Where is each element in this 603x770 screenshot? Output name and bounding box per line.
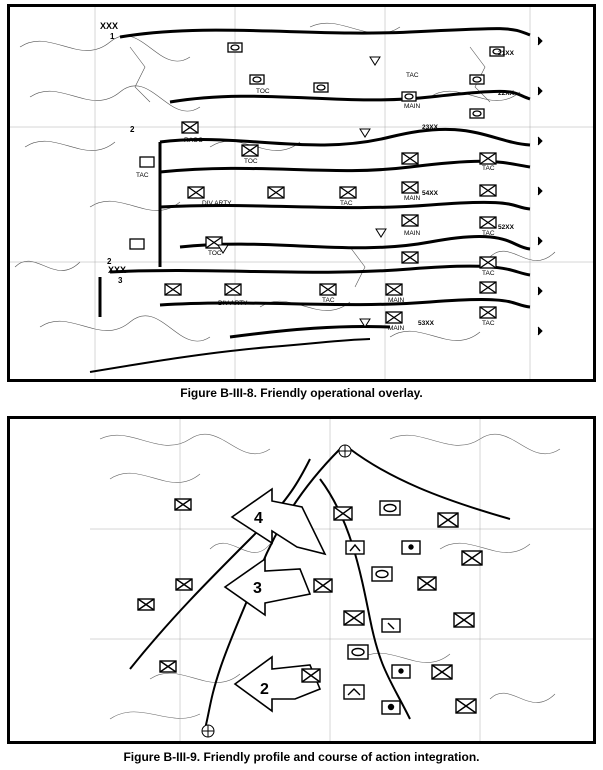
- boundary-number-4: 2: [130, 125, 135, 134]
- unit-symbol: [402, 92, 416, 101]
- unit-symbol: [175, 499, 191, 510]
- unit-symbol: [140, 157, 154, 167]
- unit-designation: 21XX: [498, 50, 514, 57]
- unit-symbol: [480, 153, 496, 164]
- unit-label: MAIN: [388, 297, 405, 304]
- unit-symbol: [470, 75, 484, 84]
- operational-overlay-figure: [7, 4, 596, 382]
- unit-symbol: [188, 187, 204, 198]
- unit-label: TAC: [406, 72, 419, 79]
- unit-symbol: [480, 217, 496, 228]
- unit-symbol: [372, 567, 392, 581]
- unit-symbol: [138, 599, 154, 610]
- operational-overlay-map: [10, 7, 593, 379]
- arrow-label-2: 2: [260, 681, 269, 698]
- unit-symbol: [382, 619, 400, 632]
- unit-label: TOC: [256, 88, 270, 95]
- unit-symbol: [380, 501, 400, 515]
- unit-symbol: [346, 541, 364, 554]
- map-grid: [90, 419, 593, 741]
- unit-designation: 54XX: [422, 190, 438, 197]
- unit-label: TAC: [482, 165, 495, 172]
- unit-symbols: [130, 43, 504, 323]
- unit-label: MAIN: [404, 230, 421, 237]
- unit-symbol: [334, 507, 352, 520]
- unit-label: TAC: [322, 297, 335, 304]
- unit-designation: 52XX: [498, 224, 514, 231]
- unit-label: MAIN: [388, 325, 405, 332]
- unit-symbol: [392, 665, 410, 678]
- boundary-number-3: 3: [118, 276, 123, 285]
- unit-symbol: [344, 685, 364, 699]
- unit-symbol: [348, 645, 368, 659]
- unit-symbol: [314, 579, 332, 592]
- road-line: [90, 339, 370, 372]
- terrain-contours: [15, 23, 555, 341]
- unit-label: RAOC: [184, 137, 203, 144]
- unit-symbol: [160, 661, 176, 672]
- unit-label: TAC: [482, 270, 495, 277]
- unit-symbol: [462, 551, 482, 565]
- unit-symbol: [130, 239, 144, 249]
- unit-symbol: [480, 257, 496, 268]
- unit-symbol: [320, 284, 336, 295]
- unit-symbol: [432, 665, 452, 679]
- unit-symbol: [268, 187, 284, 198]
- unit-symbol: [386, 284, 402, 295]
- unit-label: TAC: [136, 172, 149, 179]
- boundary-label-2: XXX: [108, 265, 127, 275]
- unit-label: TAC: [482, 230, 495, 237]
- unit-symbol: [402, 252, 418, 263]
- unit-symbol: [454, 613, 474, 627]
- unit-symbol: [182, 122, 198, 133]
- unit-symbol: [480, 282, 496, 293]
- unit-symbol: [480, 307, 496, 318]
- course-of-action-figure: [7, 416, 596, 744]
- unit-symbol: [228, 43, 242, 52]
- unit-label: TAC: [340, 200, 353, 207]
- unit-symbol: [225, 284, 241, 295]
- unit-symbol: [302, 669, 320, 682]
- unit-designation: 22XX: [498, 90, 514, 97]
- unit-label: DIV ARTY: [218, 300, 248, 307]
- unit-symbol: [386, 312, 402, 323]
- figure-caption-1: Figure B-III-8. Friendly operational overlay.: [180, 386, 423, 400]
- unit-label: MAIN: [404, 195, 421, 202]
- arrow-3: [225, 559, 310, 615]
- boundary-label-1: XXX: [100, 21, 119, 31]
- unit-symbol: [456, 699, 476, 713]
- course-of-action-map: [10, 419, 593, 741]
- unit-symbol: [340, 187, 356, 198]
- unit-symbol: [402, 541, 420, 554]
- right-edge-marks: [538, 37, 542, 335]
- arrow-label-3: 3: [253, 580, 262, 597]
- boundary-number-2: 2: [107, 257, 112, 266]
- unit-label: TOC: [208, 250, 222, 257]
- unit-symbol: [480, 185, 496, 196]
- unit-symbol: [402, 182, 418, 193]
- unit-symbol: [250, 75, 264, 84]
- unit-symbol: [438, 513, 458, 527]
- unit-label: TOC: [244, 158, 258, 165]
- boundary-number-1: 1: [110, 32, 115, 41]
- unit-symbol: [382, 701, 400, 714]
- unit-symbol: [242, 145, 258, 156]
- unit-symbol: [470, 109, 484, 118]
- unit-symbol: [418, 577, 436, 590]
- unit-symbol: [314, 83, 328, 92]
- unit-symbol: [402, 153, 418, 164]
- unit-symbol: [402, 215, 418, 226]
- unit-label: TAC: [482, 320, 495, 327]
- map-grid: [10, 7, 593, 379]
- unit-label: MAIN: [404, 103, 421, 110]
- unit-label: DIV ARTY: [202, 200, 232, 207]
- unit-designation: 53XX: [418, 320, 434, 327]
- unit-symbol: [176, 579, 192, 590]
- unit-symbol: [344, 611, 364, 625]
- arrow-2: [235, 657, 320, 711]
- arrow-label-4: 4: [254, 510, 263, 527]
- figure-caption-2: Figure B-III-9. Friendly profile and course of action integration.: [123, 750, 480, 764]
- unit-symbol: [165, 284, 181, 295]
- unit-designation: 23XX: [422, 124, 438, 131]
